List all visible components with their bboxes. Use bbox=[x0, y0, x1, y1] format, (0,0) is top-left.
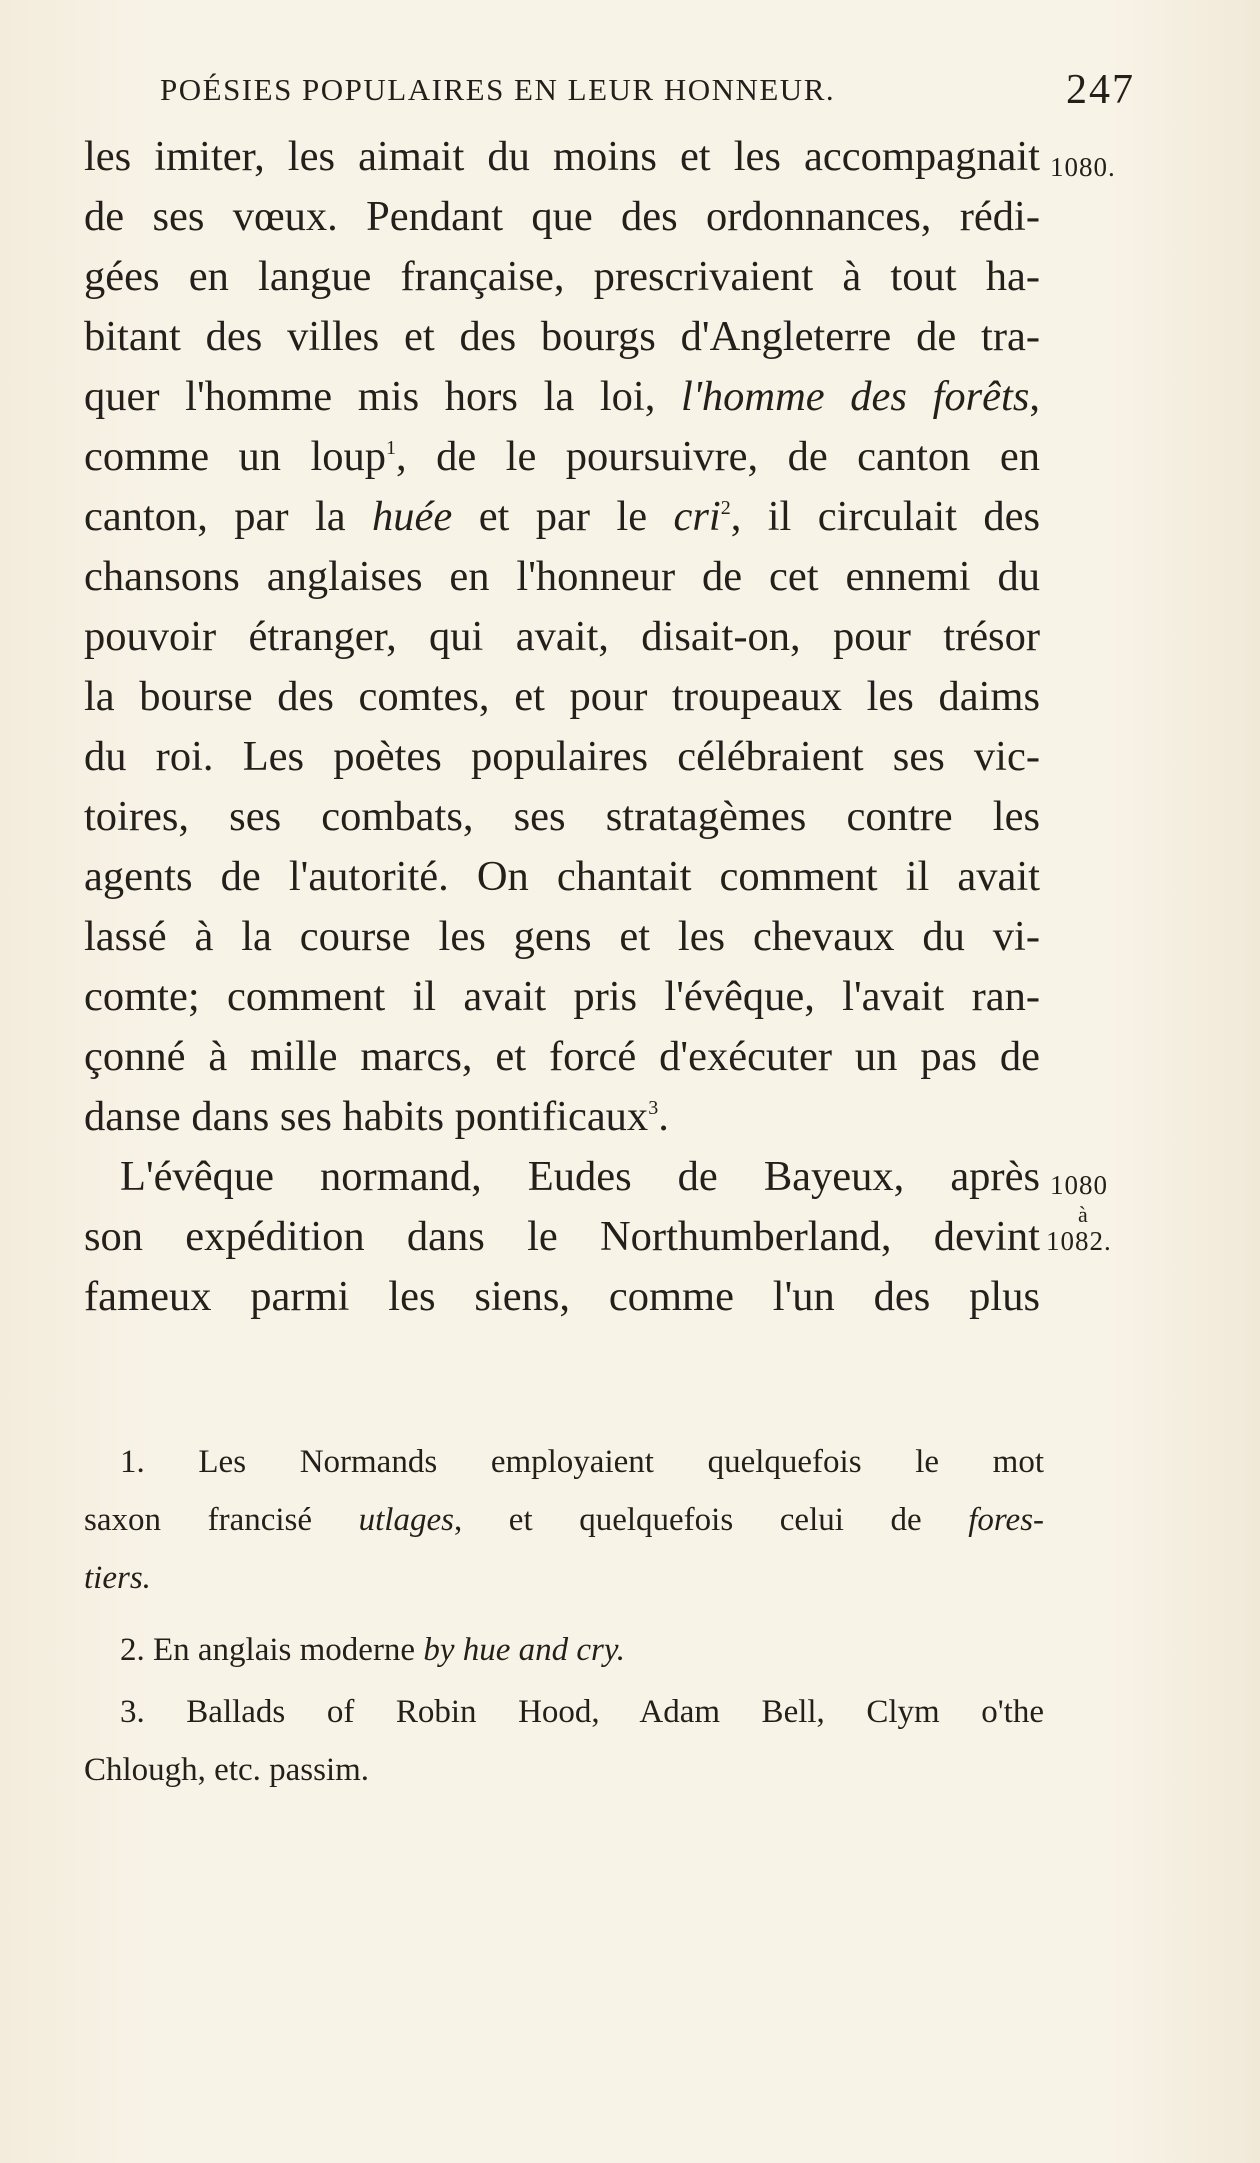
footnote-1-line-2 bbox=[84, 1502, 1044, 1550]
footnote-ref-1: 1 bbox=[386, 437, 397, 459]
body-line-19: son expédition dans le Northumberland, devint bbox=[84, 1213, 1040, 1260]
page-number: 247 bbox=[1066, 67, 1135, 113]
footnote-1-text-a: saxon francisé bbox=[84, 1502, 313, 1538]
body-line-11: du roi. Les poètes populaires célébraient ses vic- bbox=[84, 733, 1040, 780]
body-line-17 bbox=[84, 1092, 1040, 1152]
footnote-ref-3: 3 bbox=[648, 1097, 659, 1119]
italic-word-utlages: utlages bbox=[358, 1502, 454, 1538]
body-line-17-text: danse dans ses habits pontificaux bbox=[84, 1093, 649, 1140]
body-line-20: fameux parmi les siens, comme l'un des plus bbox=[84, 1273, 1040, 1320]
footnote-2-text: 2. En anglais moderne bbox=[120, 1632, 416, 1668]
body-line-9: pouvoir étranger, qui avait, disait-on, pour trésor bbox=[84, 613, 1040, 660]
italic-phrase-by-hue-and-cry: by hue and cry. bbox=[423, 1632, 625, 1668]
body-line-15: comte; comment il avait pris l'évêque, l'avait ran- bbox=[84, 973, 1040, 1020]
footnote-3-line-1: 3. Ballads of Robin Hood, Adam Bell, Clym o'the bbox=[120, 1694, 1044, 1730]
body-line-5-comma: , bbox=[1029, 373, 1041, 420]
body-line-6 bbox=[84, 432, 1040, 492]
running-head bbox=[160, 66, 1135, 113]
italic-word-cri: cri bbox=[673, 493, 721, 540]
margin-date-range-word: à bbox=[1078, 1202, 1089, 1227]
body-line-7-text-c: et par le bbox=[478, 493, 648, 540]
body-line-2: de ses vœux. Pendant que des ordonnances, rédi- bbox=[84, 193, 1040, 240]
running-title: POÉSIES POPULAIRES EN LEUR HONNEUR. bbox=[160, 72, 836, 107]
margin-date-range-start: 1080 bbox=[1050, 1170, 1108, 1200]
body-line-16: çonné à mille marcs, et forcé d'exécuter un pas de bbox=[84, 1033, 1040, 1080]
footnote-1-text-c: , et quelquefois celui de bbox=[453, 1502, 922, 1538]
footnote-3-line-2: Chlough, etc. passim. bbox=[84, 1752, 370, 1788]
footnote-2 bbox=[120, 1632, 1044, 1680]
italic-word-forestiers-part-1: fores- bbox=[968, 1502, 1045, 1538]
italic-word-huee: huée bbox=[372, 493, 453, 540]
body-line-3: gées en langue française, prescrivaient à tout ha- bbox=[84, 253, 1040, 300]
body-line-7-text-e: , il circulait des bbox=[730, 493, 1041, 540]
italic-word-forestiers-part-2: tiers. bbox=[84, 1560, 151, 1596]
margin-date-range-end: 1082. bbox=[1046, 1226, 1112, 1256]
body-line-7 bbox=[84, 492, 1040, 552]
body-line-8: chansons anglaises en l'honneur de cet ennemi du bbox=[84, 553, 1040, 600]
body-line-7-text-a: canton, par la bbox=[84, 493, 346, 540]
footnote-1-line-3 bbox=[84, 1560, 1044, 1608]
body-line-14: lassé à la course les gens et les chevaux du vi- bbox=[84, 913, 1040, 960]
body-line-4: bitant des villes et des bourgs d'Angleterre de tra- bbox=[84, 313, 1040, 360]
body-line-6-text-a: comme un loup bbox=[84, 433, 387, 480]
body-line-6-text-b: , de le poursuivre, de canton en bbox=[396, 433, 1040, 480]
body-line-17-period: . bbox=[658, 1093, 669, 1140]
italic-phrase-homme-des-forets: l'homme des forêts bbox=[681, 373, 1030, 420]
body-line-1: les imiter, les aimait du moins et les accompagnait bbox=[84, 133, 1040, 180]
footnote-ref-2: 2 bbox=[720, 497, 731, 519]
margin-date-1080: 1080. bbox=[1050, 152, 1116, 182]
footnote-1-line-1: 1. Les Normands employaient quelquefois le mot bbox=[120, 1444, 1044, 1480]
body-line-18: L'évêque normand, Eudes de Bayeux, après bbox=[120, 1153, 1040, 1200]
body-line-5-text: quer l'homme mis hors la loi, bbox=[84, 373, 656, 420]
body-line-5 bbox=[84, 372, 1040, 432]
body-line-13: agents de l'autorité. On chantait comment il avait bbox=[84, 853, 1040, 900]
body-line-10: la bourse des comtes, et pour troupeaux les daims bbox=[84, 673, 1040, 720]
body-line-12: toires, ses combats, ses stratagèmes contre les bbox=[84, 793, 1040, 840]
